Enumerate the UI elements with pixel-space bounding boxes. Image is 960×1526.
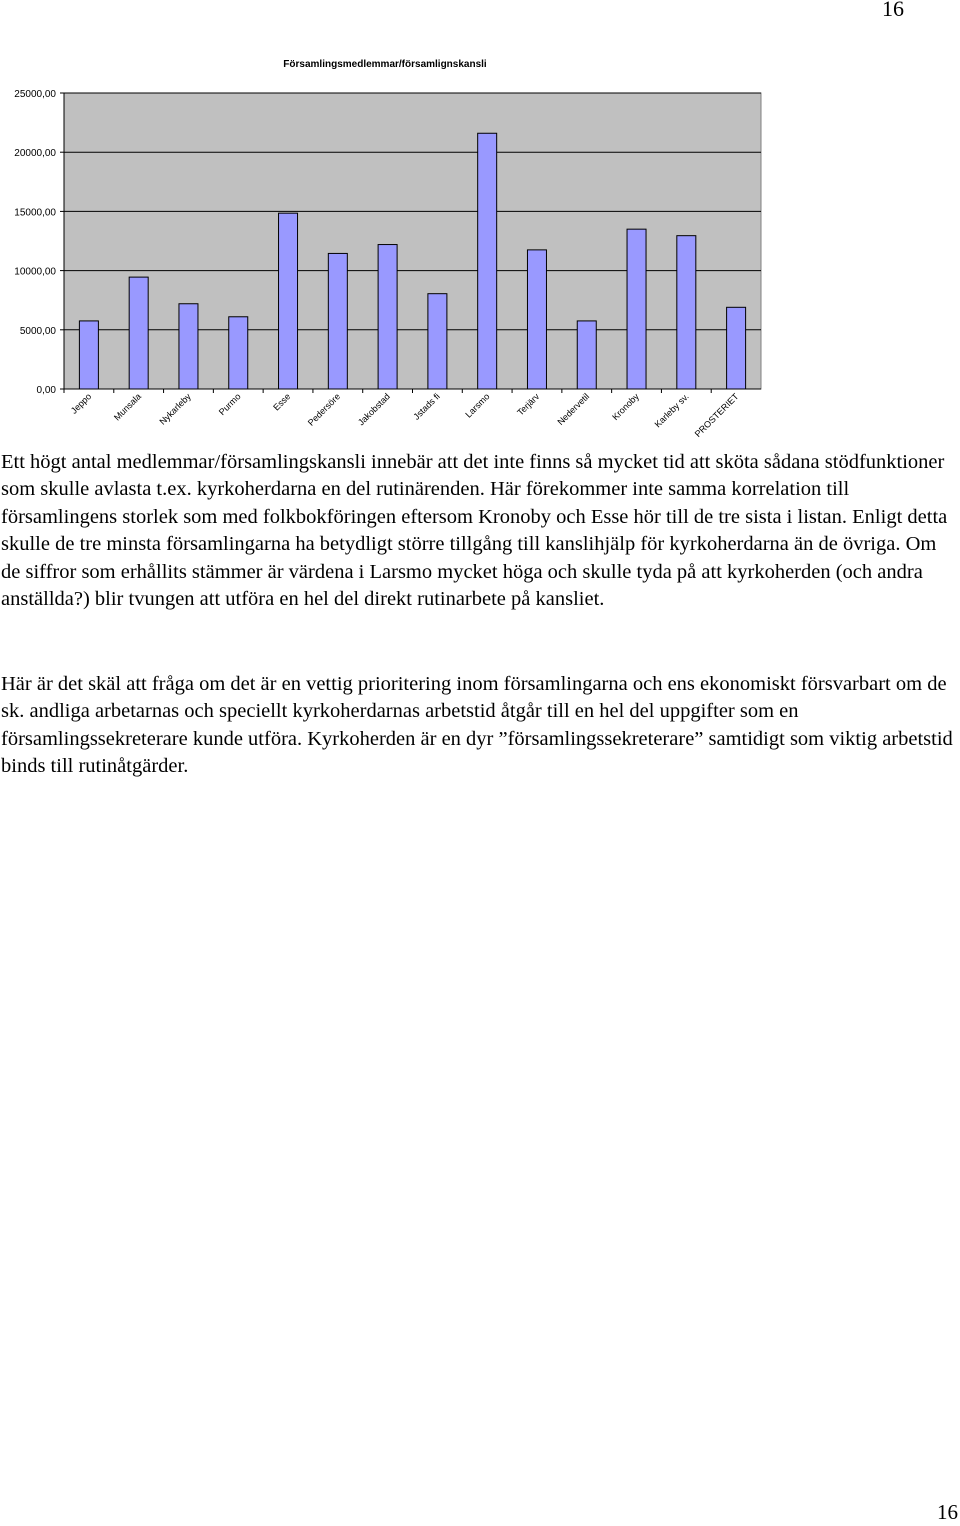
y-tick-label: 15000,00 [14,207,56,219]
y-tick-label: 5000,00 [19,325,56,337]
x-category-label: Jeppo [68,391,94,416]
y-axis-ticks [14,89,64,396]
x-category-label: Esse [271,391,293,413]
y-tick-label: 25000,00 [14,89,56,100]
paragraph-2-text: Här är det skäl att fråga om det är en vettig prioritering inom församlingarna och ens ekonomiskt försvarbart om de sk. andliga arbetarnas och speciellt kyrkoherdarnas arbetstid åtgår till en hel del uppgifter som en församlingssekreterare kunde utföra. Kyrkoherden är en dyr ”församlingssekreterare” samtidigt som viktig arbetstid binds till rutinåtgärder. [1,673,953,778]
chart-svg [0,50,780,450]
x-category-label: Purmo [216,391,243,418]
bar [179,304,198,389]
x-category-label: Karleby sv. [652,391,691,430]
paragraph-2 [1,671,959,781]
paragraph-1-text: Ett högt antal medlemmar/församlingskansli innebär att det inte finns så mycket tid att sköta sådana stödfunktioner som skulle avlasta t.ex. kyrkoherdarna en del rutinärenden. Här förekommer inte samma korrelation till församlingens storlek som med folkbokföringen eftersom Kronoby och Esse hör till de tre sista i listan. Enligt detta skulle de tre minsta församlingarna ha betydligt större tillgång till kanslihjälp för kyrkoherdarna än de övriga. Om de siffror som erhållits stämmer är värdena i Larsmo mycket höga och skulle tyda på att kyrkoherden (och andra anställda?) blir tvungen att utföra en hel del direkt rutinarbete på kansliet. [1,451,948,611]
page-number-top: 16 [882,0,904,21]
x-category-label: PROSTERIET [692,391,741,440]
chart-title: Församlingsmedlemmar/församlignskansli [283,59,487,70]
bar-chart [0,50,780,450]
bar [129,277,148,389]
x-category-label: Jakobstad [355,391,393,428]
bar [328,253,347,389]
bar [79,321,98,389]
y-tick-label: 0,00 [36,385,56,396]
bar [279,213,298,389]
bar [378,245,397,389]
x-category-label: Nykarleby [157,391,193,427]
paragraph-1 [1,449,959,613]
x-category-label: Terjärv [515,391,542,418]
page-number-bottom: 16 [937,1500,958,1524]
bar [577,321,596,389]
plot-area [64,93,761,389]
x-category-label: Nedervetil [555,391,592,428]
x-category-label: Kronoby [610,391,641,423]
y-tick-label: 10000,00 [14,266,56,278]
bar [527,250,546,389]
x-category-label: Jstads fi [411,391,442,422]
bar [478,133,497,389]
x-category-label: Pedersöre [305,391,343,428]
x-axis-labels [64,389,741,439]
bar [727,307,746,389]
bar [229,317,248,389]
bar [677,236,696,389]
x-category-label: Munsala [111,391,144,423]
bar [428,294,447,389]
x-category-label: Larsmo [463,391,492,420]
bar [627,229,646,389]
y-tick-label: 20000,00 [14,148,56,160]
